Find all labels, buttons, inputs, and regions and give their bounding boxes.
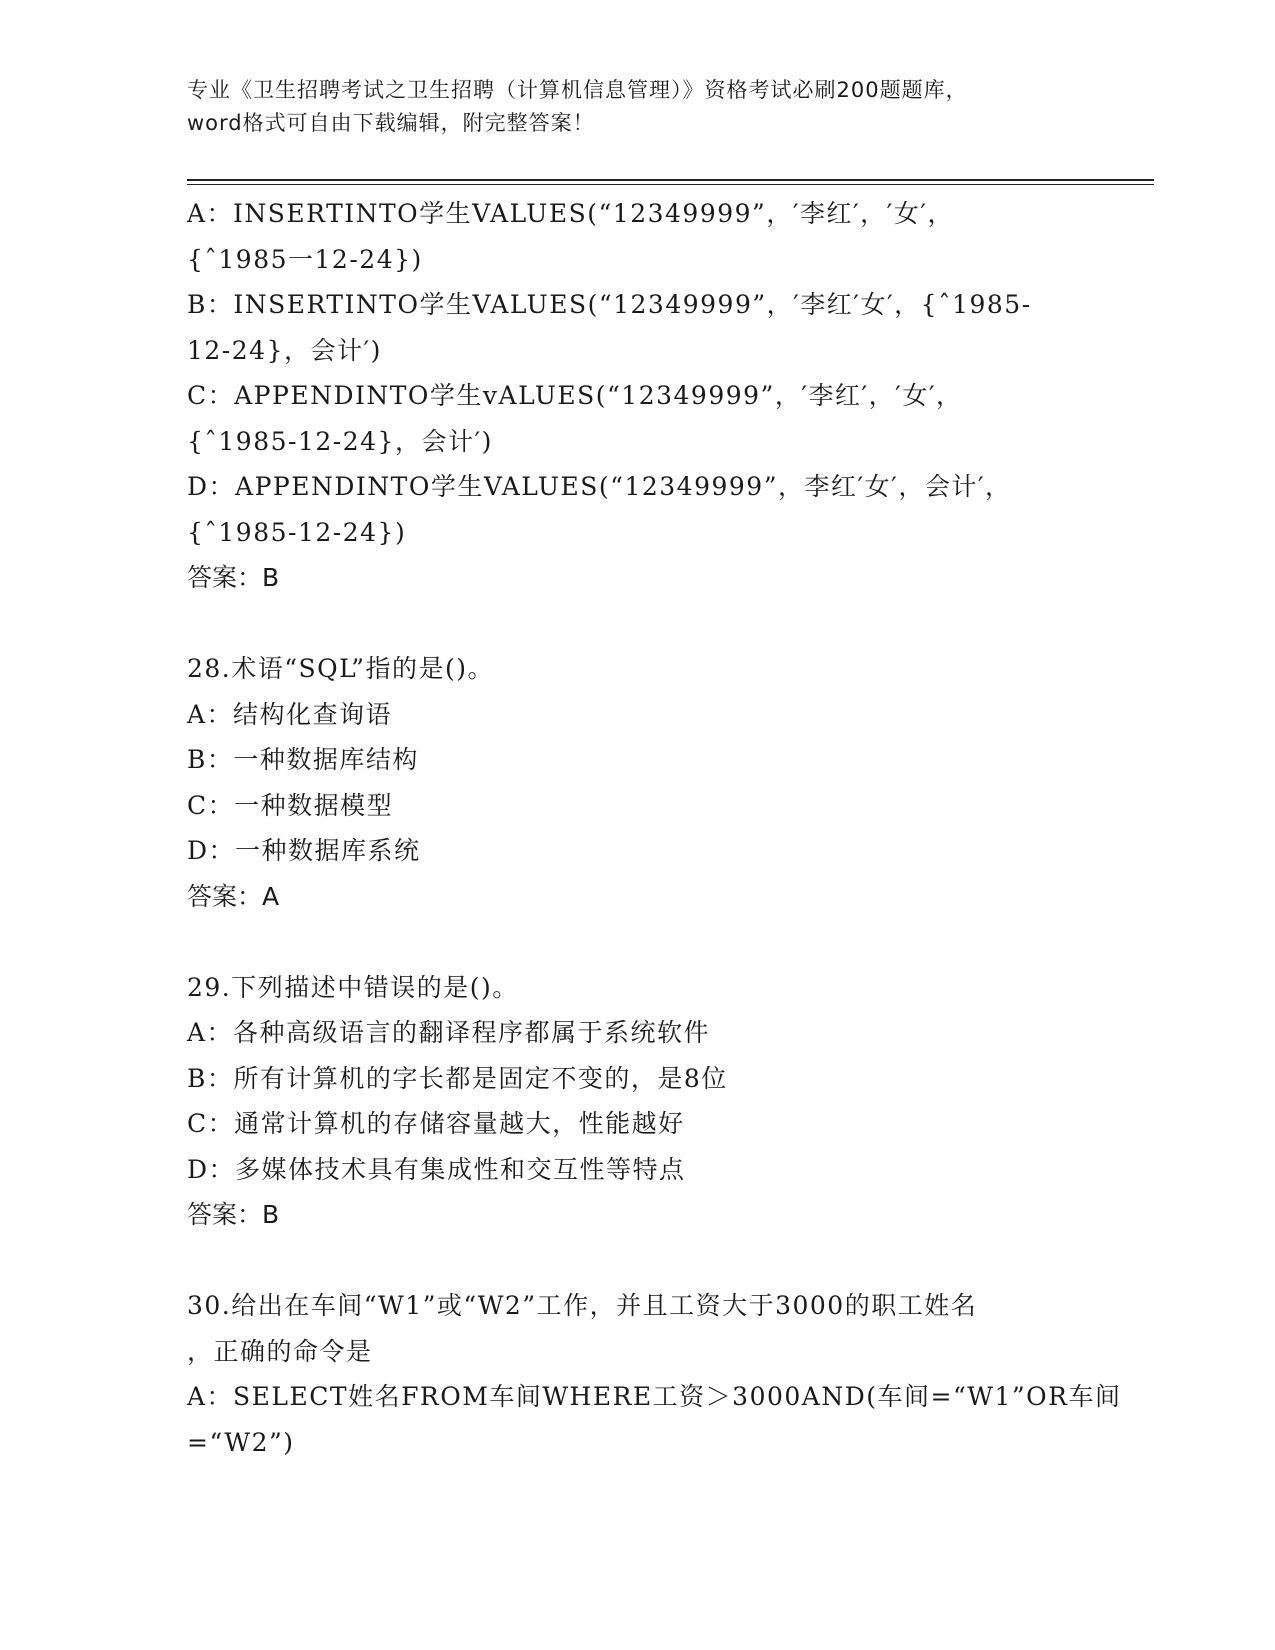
question-30-block — [187, 1283, 1122, 1465]
q30-question-line-1: 30.给出在车间“W1”或“W2”工作，并且工资大于3000的职工姓名 — [187, 1291, 978, 1320]
question-27-block — [187, 191, 1087, 601]
q30-option-a-line-2: =“W2”) — [187, 1427, 295, 1457]
question-list — [187, 191, 1122, 1465]
q27-option-d-line-2: {ˆ1985-12-24}) — [187, 517, 407, 547]
q30-option-a-line-1: A：SELECT姓名FROM车间WHERE工资＞3000AND(车间=“W1”OR车间 — [187, 1382, 1122, 1411]
q28-option-c: C：一种数据模型 — [187, 790, 394, 820]
q27-option-a-line-2: {ˆ1985一12-24}) — [187, 244, 423, 274]
q27-option-c-line-1: C：APPENDINTO学生vALUES(“12349999”，′李红′，′女′， — [187, 381, 963, 410]
q29-option-a: A：各种高级语言的翻译程序都属于系统软件 — [187, 1018, 711, 1047]
q29-option-b: B：所有计算机的字长都是固定不变的，是8位 — [187, 1063, 728, 1093]
q30-question-line-2: ，正确的命令是 — [187, 1336, 373, 1366]
q27-option-a-line-1: A：INSERTINTO学生VALUES(“12349999”，′李红′，′女′， — [187, 199, 955, 228]
q29-question: 29.下列描述中错误的是()。 — [187, 972, 519, 1002]
q27-option-b-line-2: 12-24}，会计′) — [187, 335, 382, 365]
q28-option-d: D：一种数据库系统 — [187, 836, 421, 865]
header-divider-thin — [187, 184, 1154, 185]
q29-answer: 答案：B — [187, 1200, 280, 1229]
q29-option-d: D：多媒体技术具有集成性和交互性等特点 — [187, 1154, 686, 1184]
header-divider-thick — [187, 179, 1154, 181]
q29-option-c: C：通常计算机的存储容量越大，性能越好 — [187, 1109, 685, 1138]
q28-option-a: A：结构化查询语 — [187, 699, 393, 729]
header-title-line-2: word格式可自由下载编辑，附完整答案！ — [187, 111, 595, 135]
spacer — [187, 601, 1087, 647]
q27-answer: 答案：B — [187, 563, 280, 592]
document-header — [187, 74, 1087, 140]
q27-option-c-line-2: {ˆ1985-12-24}，会计′) — [187, 426, 493, 456]
spacer — [187, 1238, 1087, 1284]
q27-option-b-line-1: B：INSERTINTO学生VALUES(“12349999”，′李红′女′，{ˆ1985- — [187, 290, 1032, 319]
question-29-block — [187, 965, 1087, 1238]
q28-answer: 答案：A — [187, 881, 280, 911]
spacer — [187, 919, 1087, 965]
q27-option-d-line-1: D：APPENDINTO学生VALUES(“12349999”，李红′女′，会计′， — [187, 472, 1012, 501]
q28-question: 28.术语“SQL”指的是()。 — [187, 654, 495, 683]
q28-option-b: B：一种数据库结构 — [187, 745, 419, 774]
question-28-block — [187, 646, 1087, 919]
header-title-line-1: 专业《卫生招聘考试之卫生招聘（计算机信息管理）》资格考试必刷200题题库， — [187, 78, 968, 102]
